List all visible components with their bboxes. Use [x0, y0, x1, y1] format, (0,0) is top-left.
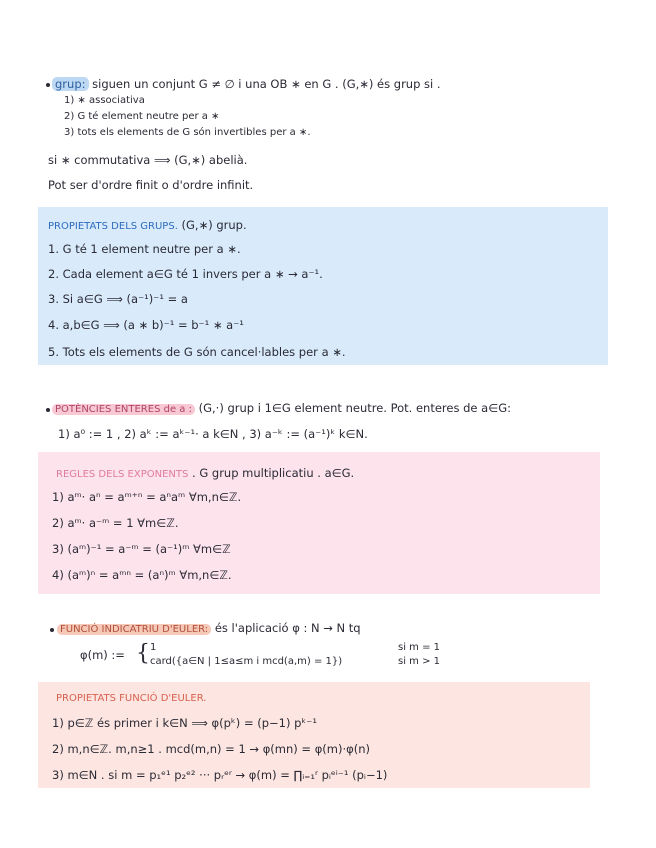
powers-label: POTÈNCIES ENTERES de a :	[52, 404, 195, 415]
exponent-rules-subtitle: . G grup multiplicatiu . a∈G.	[192, 466, 355, 480]
exponent-rule-1: 1) aᵐ· aⁿ = aᵐ⁺ⁿ = aⁿaᵐ ∀m,n∈ℤ.	[52, 490, 242, 504]
euler-definition-line	[57, 621, 361, 637]
exponent-rules-header	[56, 466, 354, 482]
group-property-3: 3. Si a∈G ⟹ (a⁻¹)⁻¹ = a	[48, 292, 188, 306]
euler-cond-1: si m = 1	[398, 642, 441, 653]
euler-properties-title: PROPIETATS FUNCIÓ D'EULER.	[56, 693, 207, 704]
grup-item-2: 2) G té element neutre per a ∗	[64, 111, 220, 122]
bullet	[50, 628, 54, 632]
group-properties-title: PROPIETATS DELS GRUPS.	[48, 221, 178, 232]
euler-property-2: 2) m,n∈ℤ. m,n≥1 . mcd(m,n) = 1 → φ(mn) = φ(m)·φ(n)	[52, 742, 370, 756]
group-properties-subtitle: (G,∗) grup.	[181, 218, 247, 232]
group-property-5: 5. Tots els elements de G són cancel·lables per a ∗.	[48, 345, 346, 359]
euler-cond-2: si m > 1	[398, 656, 441, 667]
euler-case-2: card({a∈N | 1≤a≤m i mcd(a,m) = 1})	[150, 656, 343, 667]
powers-intro: (G,·) grup i 1∈G element neutre. Pot. enteres de a∈G:	[198, 401, 512, 415]
exponent-rule-2: 2) aᵐ· a⁻ᵐ = 1 ∀m∈ℤ.	[52, 516, 179, 530]
group-property-4: 4. a,b∈G ⟹ (a ∗ b)⁻¹ = b⁻¹ ∗ a⁻¹	[48, 318, 244, 332]
euler-property-1: 1) p∈ℤ és primer i k∈N ⟹ φ(pᵏ) = (p−1) pᵏ⁻¹	[52, 716, 317, 730]
bullet	[46, 408, 50, 412]
powers-defs: 1) a⁰ := 1 , 2) aᵏ := aᵏ⁻¹· a k∈N , 3) a⁻ᵏ := (a⁻¹)ᵏ k∈N.	[58, 427, 368, 441]
grup-order: Pot ser d'ordre finit o d'ordre infinit.	[48, 178, 254, 192]
grup-item-3: 3) tots els elements de G són invertibles per a ∗.	[64, 127, 311, 138]
grup-item-1: 1) ∗ associativa	[64, 95, 145, 106]
grup-label: grup:	[52, 77, 89, 91]
grup-commutativity: si ∗ commutativa ⟹ (G,∗) abelià.	[48, 153, 248, 167]
group-properties-header	[48, 218, 247, 234]
euler-label: FUNCIÓ INDICATRIU D'EULER:	[57, 624, 211, 635]
exponent-rules-title: REGLES DELS EXPONENTS	[56, 469, 189, 480]
euler-phi-lhs: φ(m) :=	[80, 648, 125, 662]
grup-intro: siguen un conjunt G ≠ ∅ i una OB ∗ en G . (G,∗) és grup si .	[92, 77, 441, 91]
powers-definition-line	[52, 401, 511, 417]
euler-brace: {	[136, 641, 150, 666]
group-property-2: 2. Cada element a∈G té 1 invers per a ∗ → a⁻¹.	[48, 267, 323, 281]
euler-intro: és l'aplicació φ : N → N tq	[214, 621, 361, 635]
euler-property-3: 3) m∈N . si m = p₁ᵉ¹ p₂ᵉ² ··· pᵣᵉʳ → φ(m) = ∏ᵢ₌₁ʳ pᵢᵉⁱ⁻¹ (pᵢ−1)	[52, 768, 388, 782]
euler-case-1: 1	[150, 642, 157, 653]
exponent-rule-3: 3) (aᵐ)⁻¹ = a⁻ᵐ = (a⁻¹)ᵐ ∀m∈ℤ	[52, 542, 231, 556]
grup-definition-line	[52, 77, 441, 91]
group-property-1: 1. G té 1 element neutre per a ∗.	[48, 242, 241, 256]
exponent-rule-4: 4) (aᵐ)ⁿ = aᵐⁿ = (aⁿ)ᵐ ∀m,n∈ℤ.	[52, 568, 232, 582]
bullet	[46, 83, 50, 87]
